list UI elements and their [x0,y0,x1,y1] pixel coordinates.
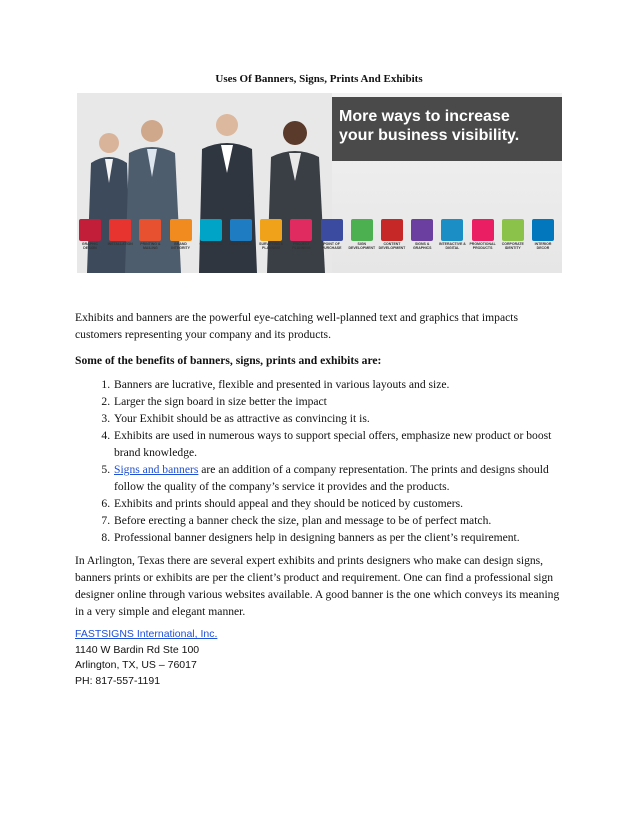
service-tile-label: INSTALLATION [107,242,133,246]
service-tile-label: SIGN DEVELOPMENT [348,242,376,250]
service-tiles [79,219,562,259]
service-tile-label: INTERIOR DECOR [534,242,552,250]
service-tile-label: CONSULTING [199,242,223,246]
benefit-item: 5. Signs and banners are an addition of a company representation. The prints and designs should follow the quality of the company’s service it provides and the products. [113,461,565,495]
address-phone: PH: 817-557-1191 [75,674,161,687]
service-tile-icon [139,219,161,241]
service-tile-icon [170,219,192,241]
service-tile-icon [351,219,373,241]
benefit-item: 7. Before erecting a banner check the size, plan and message to be of perfect match. [113,512,565,529]
benefits-heading: Some of the benefits of banners, signs, prints and exhibits are: [75,354,382,367]
benefit-item: 4. Exhibits are used in numerous ways to support special offers, emphasize new product or boost brand knowledge. [113,427,565,461]
service-tile-label: COMPLIANCE [229,242,253,246]
address-city: Arlington, TX, US – 76017 [75,659,197,671]
company-link[interactable]: FASTSIGNS International, Inc. [75,628,218,640]
page-title: Uses Of Banners, Signs, Prints And Exhibits [215,73,423,85]
service-tile-label: BRAND INTEGRITY [171,242,190,250]
closing-paragraph: In Arlington, Texas there are several expert exhibits and prints designers who make can design signs, banners prints or exhibits are per the client’s product and requirement. One can find a professional sign designer online through various websites available. A good banner is the one which conveys its meaning in a very simple and elegant manner. [75,554,560,618]
benefit-item: 1. Banners are lucrative, flexible and presented in various layouts and size. [113,376,565,393]
intro-paragraph: Exhibits and banners are the powerful eye-catching well-planned text and graphics that impacts customers representing your company and its products. [75,311,518,341]
benefit-item: 8. Professional banner designers help in designing banners as per the client’s requirement. [113,529,565,546]
benefits-list [75,376,565,546]
headline-line-2: your business visibility. [339,127,520,144]
service-tile-icon [290,219,312,241]
service-tile-icon [441,219,463,241]
service-tile-icon [321,219,343,241]
benefit-item: 3. Your Exhibit should be as attractive as convincing it is. [113,410,565,427]
service-tile-label: PROJECT PLANNING [292,242,311,250]
service-tile-label: PROMOTIONAL PRODUCTS [469,242,496,250]
service-tile-icon [532,219,554,241]
service-tile-icon [472,219,494,241]
service-tile-label: INTERACTIVE & DIGITAL [438,242,466,250]
service-tile-icon [109,219,131,241]
service-tile-label: POINT OF PURCHASE [321,242,342,250]
benefit-item: 6. Exhibits and prints should appeal and they should be noticed by customers. [113,495,565,512]
article-body [75,309,565,689]
banner-image [77,93,562,273]
service-tile-icon [381,219,403,241]
address-street: 1140 W Bardin Rd Ste 100 [75,643,200,656]
banner-headline [339,107,559,145]
signs-and-banners-link[interactable]: Signs and banners [114,463,199,476]
benefit-item: 2. Larger the sign board in size better the impact [113,393,565,410]
service-tile-icon [502,219,524,241]
service-tile-label: GRAPHIC DESIGN [81,242,99,250]
service-tile-icon [79,219,101,241]
service-tile-icon [260,219,282,241]
service-tile-label: SURVEYING & PLANNING [259,242,284,250]
address-block [75,627,565,689]
headline-line-1: More ways to increase [339,108,510,125]
service-tile-label: CORPORATE IDENTITY [501,242,524,250]
service-tile-icon [200,219,222,241]
service-tile-label: PRINTING & MAILING [140,242,161,250]
service-tile-icon [230,219,252,241]
service-tile-label: SIGNS & GRAPHICS [412,242,432,250]
service-tile-icon [411,219,433,241]
service-tile-label: CONTENT DEVELOPMENT [378,242,406,250]
